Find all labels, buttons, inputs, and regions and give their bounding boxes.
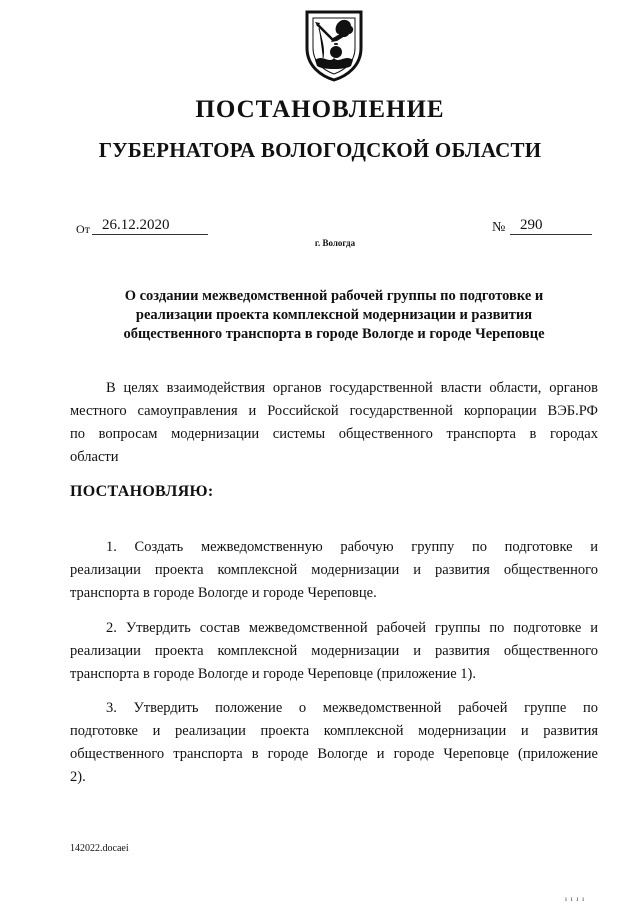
decree-item-2	[70, 617, 598, 686]
paragraph-line: реализации проекта комплексной модернизации и развития общественного	[70, 643, 598, 659]
document-date: 26.12.2020	[92, 216, 208, 235]
paragraph-line: В целях взаимодействия органов государственной власти области, органов	[106, 380, 598, 396]
date-prefix: От	[76, 222, 90, 236]
paragraph-line: транспорта в городе Вологде и городе Череповце (приложение 1).	[70, 666, 476, 682]
document-issuer: ГУБЕРНАТОРА ВОЛОГОДСКОЙ ОБЛАСТИ	[98, 138, 542, 162]
document-title: ПОСТАНОВЛЕНИЕ	[195, 96, 445, 123]
paragraph-line: области	[70, 449, 119, 465]
paragraph-line: реализации проекта комплексной модернизации и развития общественного	[70, 562, 598, 578]
scan-mark: ı ı ı ı	[565, 895, 586, 903]
paragraph-line: транспорта в городе Вологде и городе Череповце.	[70, 585, 377, 601]
paragraph-line: общественного транспорта в городе Вологде и городе Череповце (приложение	[70, 746, 598, 762]
paragraph-line: 2. Утвердить состав межведомственной рабочей группы по подготовке и	[106, 620, 598, 636]
decree-word: ПОСТАНОВЛЯЮ:	[70, 483, 214, 500]
paragraph-line: местного самоуправления и Российской государственной корпорации ВЭБ.РФ	[70, 403, 598, 419]
paragraph-line: 2).	[70, 769, 86, 785]
paragraph-line: по вопросам модернизации системы общественного транспорта в городах	[70, 426, 598, 442]
subject-line: общественного транспорта в городе Вологде и городе Череповце	[123, 326, 545, 342]
document-subject	[88, 287, 580, 344]
intro-paragraph	[70, 377, 598, 469]
decree-item-3	[70, 697, 598, 789]
number-prefix: №	[492, 220, 506, 235]
subject-line: О создании межведомственной рабочей группы по подготовке и	[124, 288, 544, 304]
paragraph-line: 3. Утвердить положение о межведомственной рабочей группе по	[106, 700, 598, 716]
subject-line: реализации проекта комплексной модернизации и развития	[135, 307, 533, 323]
paragraph-line: 1. Создать межведомственную рабочую группу по подготовке и	[106, 539, 598, 555]
file-code: 142022.docaei	[70, 843, 129, 854]
document-number: 290	[510, 216, 592, 235]
paragraph-line: подготовке и реализации проекта комплексной модернизации и развития	[70, 723, 598, 739]
document-city: г. Вологда	[314, 238, 356, 248]
decree-item-1	[70, 536, 598, 605]
coat-of-arms-icon	[303, 8, 365, 82]
